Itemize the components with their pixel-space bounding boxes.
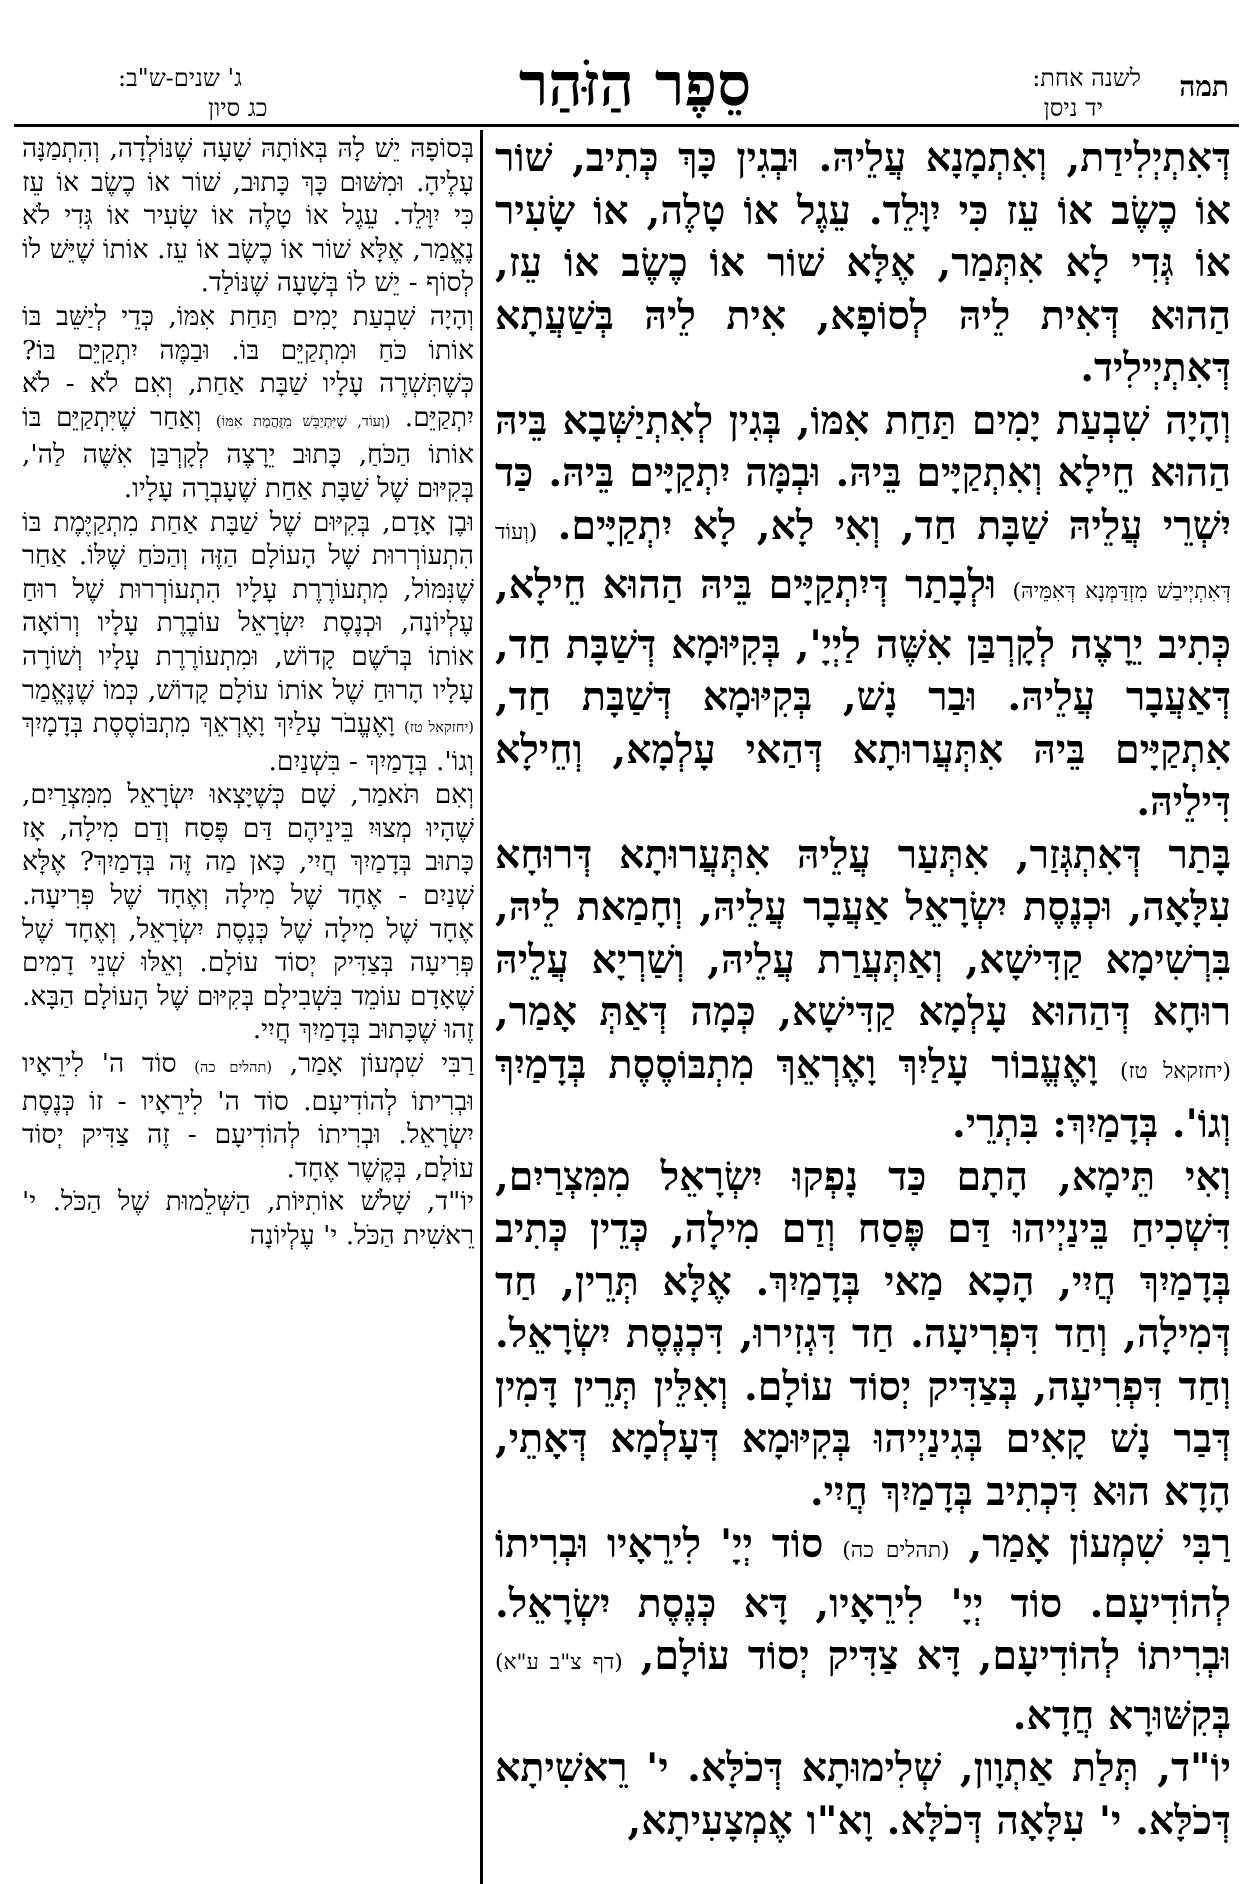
verse-reference: (תהלים כה) (194, 1059, 273, 1077)
hebrew-text: רַבִּי שִׁמְעוֹן אָמַר, (289, 1048, 474, 1080)
aramaic-inline-note: (וְעוֹד דְּאִתְיְיבַשׁ מִזְדַּמְּנָא דְּאִמֵּיהּ) (495, 519, 1231, 604)
hebrew-paragraph: בְּסוֹפָהּ יֵשׁ לָהּ בְּאוֹתָהּ שָׁעָה שֶׁנּוֹלְדָה, וְהִתְמַנָּה עָלֶיהָ. וּמִשּׁוּם כָּךְ כָּתוּב, שׁוֹר אוֹ כֶשֶׂב אוֹ עֵז כִּי יִוָּלֵד. עֵגֶל אוֹ טָלֶה אוֹ שָׂעִיר אוֹ גְּדִי לֹא נֶאֱמַר, אֶלָּא שׁוֹר אוֹ כֶשֶׂב אוֹ עֵז. אוֹתוֹ שֶׁיֵּשׁ לוֹ לְסוֹף - יֵשׁ לוֹ בְּשָׁעָה שֶׁנּוֹלַד. (22, 133, 474, 299)
verse-reference: (תהלים כה) (842, 1538, 950, 1563)
hebrew-text: וּבֶן אָדָם, בְּקִיּוּם שֶׁל שַׁבָּת אַחַת מִתְקַיֶּמֶת בּוֹ הִתְעוֹרְרוּת שֶׁל הָעוֹלָם הַזֶּה וְהַכֹּחַ שֶׁלּוֹ. אַחַר שֶׁנִּמּוֹל, מִתְעוֹרֶרֶת עָלָיו הִתְעוֹרְרוּת שֶׁל רוּחַ עֶלְיוֹנָה, וּכְנֶסֶת יִשְׂרָאֵל עוֹבֶרֶת עָלָיו וְרוֹאָה אוֹתוֹ בְּרֹשֶׁם קָדוֹשׁ, וּמִתְעוֹרֶרֶת עָלָיו וְשׁוֹרָה עָלָיו הָרוּחַ שֶׁל אוֹתוֹ עוֹלָם קָדוֹשׁ, כְּמוֹ שֶׁנֶּאֱמַר (22, 506, 474, 706)
aramaic-paragraph: דְּאִתְיְלִידַת, וְאִתְמָנָא עֲלֵיהּ. וּבְגִין כָּךְ כְּתִיב, שׁוֹר אוֹ כֶשֶׂב אוֹ עֵז כִּי יִוָּלֵד. עֵגֶל אוֹ טָלֶה, אוֹ שָׂעִיר אוֹ גְּדִי לָא אִתְּמַר, אֶלָּא שׁוֹר אוֹ כֶשֶׂב אוֹ עֵז, הַהוּא דְּאִית לֵיהּ לְסוֹפָא, אִית לֵיהּ בְּשַׁעֲתָא דְּאִתְיְילִיד. (495, 135, 1231, 391)
column-divider (480, 130, 483, 1884)
yearly-schedule-date: יד ניסן (1043, 94, 1103, 122)
hebrew-paragraph: יוֹ"ד, שָׁלֹשׁ אוֹתִיּוֹת, הַשְּׁלֵמוּת שֶׁל הַכֹּל. י' רֵאשִׁית הַכֹּל. י' עֶלְיוֹנָה (22, 1186, 474, 1251)
aramaic-text-column (495, 132, 1231, 1884)
verse-reference: (יחזקאל טז) (1120, 1058, 1231, 1084)
aramaic-text: בָּתַר דְּאִתְגְּזַר, אִתְּעַר עֲלֵיהּ אִתְּעֲרוּתָא דְּרוּחָא עִלָּאָה, וּכְנֶסֶת יִשְׂרָאֵל אַעֲבָר עֲלֵיהּ, וְחָמַאת לֵיהּ, בִּרְשִׁימָא קַדִּישָׁא, וְאַתְּעֲרַת עֲלֵיהּ, וְשַׁרְיָא עֲלֵיהּ רוּחָא דְּהַהוּא עָלְמָא קַדִּישָׁא, כְּמָה דְּאַתְּ אָמַר, (495, 831, 1231, 1035)
hebrew-text: וָאֶעֱבֹר עָלַיִךְ וָאֶרְאֵךְ מִתְבּוֹסֶסֶת בְּדָמָיִךְ וְגוֹ'. בְּדָמַיִךְ - בִּשְׁנַיִם. (22, 708, 474, 777)
triennial-schedule-label: ג' שנים-ש"ב: (118, 64, 243, 92)
verse-reference: (יחזקאל טז) (404, 719, 474, 737)
hebrew-inline-note: (וְעוֹד, שֶׁיִּתְיַבֵּשׁ מִזֻּהֲמַת אִמּוֹ) (215, 412, 391, 430)
hebrew-text: וְאַחַר שֶׁיִּתְקַיֵּם בּוֹ אוֹתוֹ הַכֹּחַ, כָּתוּב יֵרָצֶה לְקָרְבַּן אִשֶּׁה לַה', בְּקִיּוּם שֶׁל שַׁבָּת אַחַת שֶׁעָבְרָה עָלָיו. (22, 401, 474, 504)
aramaic-text: בְּקִשּׁוּרָא חֲדָא. (1012, 1692, 1231, 1739)
hebrew-translation-column (22, 132, 474, 1884)
aramaic-text: וּלְבָתַר דְּיִתְקַיָּים בֵּיהּ הַהוּא חֵילָא, כְּתִיב יֵרָצֶה לְקָרְבַּן אִשֶּׁה לַיְיָ', בְּקִיּוּמָא דְּשַׁבָּת חַד, דְּאַעֲבָר עֲלֵיהּ. וּבַר נָשׁ, בְּקִיּוּמָא דְּשַׁבָּת חַד, אִתְקַיָּים בֵּיהּ אִתְּעֲרוּתָא דְּהַאי עָלְמָא, וְחֵילָא דִּילֵיהּ. (495, 562, 1231, 825)
triennial-schedule-date: כג סיון (208, 94, 268, 122)
page-number: תמה (1179, 70, 1229, 103)
hebrew-paragraph (22, 300, 474, 506)
aramaic-text: וְהָיָה שִׁבְעַת יָמִים תַּחַת אִמּוֹ, בְּגִין לְאִתְיַשְּׁבָא בֵּיהּ הַהוּא חֵילָא וְאִתְקַיָּים בֵּיהּ. וּבְמָּה יִתְקַיָּים בֵּיהּ. כַּד יִשְׁרֵי עֲלֵיהּ שַׁבָּת חַד, וְאִי לָא, לָא יִתְקַיָּים. (495, 397, 1231, 549)
folio-reference: (דף צ"ב ע"א) (495, 1650, 623, 1675)
header-divider (14, 124, 1239, 127)
yearly-schedule-label: לשנה אחת: (1032, 64, 1141, 92)
hebrew-paragraph (22, 1047, 474, 1185)
hebrew-text: סוֹד ה' לִירֵאָיו וּבְרִיתוֹ לְהוֹדִיעָם. סוֹד ה' לִירֵאָיו - זוֹ כְּנֶסֶת יִשְׂרָאֵל. וּבְרִיתוֹ לְהוֹדִיעָם - זֶה צַדִּיק יְסוֹד עוֹלָם, בְּקֶשֶׁר אֶחָד. (22, 1048, 474, 1184)
aramaic-text: סוֹד יְיָ' לִירֵאָיו וּבְרִיתוֹ לְהוֹדִיעָם. סוֹד יְיָ' לִירֵאָיו, דָּא כְּנֶסֶת יִשְׂרָאֵל. וּבְרִיתוֹ לְהוֹדִיעָם, דָּא צַדִּיק יְסוֹד עוֹלָם, (495, 1521, 1231, 1679)
hebrew-text: וְהָיָה שִׁבְעַת יָמִים תַּחַת אִמּוֹ, כְּדֵי לְיַשֵּׁב בּוֹ אוֹתוֹ כֹּחַ וּמִתְקַיֵּם בּוֹ. וּבַמֶּה יִתְקַיֵּם בּוֹ? כְּשֶׁתִּשְׁרֶה עָלָיו שַׁבָּת אַחַת, וְאִם לֹא - לֹא יִתְקַיֵּם. (22, 300, 474, 433)
hebrew-paragraph: וְאִם תֹּאמַר, שָׁם כְּשֶׁיָּצְאוּ יִשְׂרָאֵל מִמִּצְרַיִם, שֶׁהָיוּ מְצוּיִ בֵּינֵיהֶם דַּם פֶּסַח וְדַם מִילָה, אָז כָּתוּב בְּדָמַיִךְ חֲיִי, כָּאן מַה זֶּה בְּדָמַיִךְ? אֶלָּא שְׁנַיִם - אֶחָד שֶׁל מִילָה וְאֶחָד שֶׁל פְּרִיעָה. אֶחָד שֶׁל מִילָה שֶׁל כְּנֶסֶת יִשְׂרָאֵל, וְאֶחָד שֶׁל פְּרִיעָה בְּצַדִּיק יְסוֹד עוֹלָם. וְאֵלּוּ שְׁנֵי דָמִים שֶׁאָדָם עוֹמֵד בִּשְׁבִילָם בְּקִיּוּם שֶׁל הָעוֹלָם הַבָּא. זֶהוּ שֶׁכָּתוּב בְּדָמַיִךְ חֲיִי. (22, 779, 474, 1046)
aramaic-paragraph: יוֹ"ד, תְּלַת אַתְוָון, שְׁלִימוּתָא דְּכֹלָּא. י' רֵאשִׁיתָא דְּכֹלָּא. י' עִלָּאָה דְּכֹלָּא. וָא"ו אֶמְצָעִיתָא, (495, 1745, 1231, 1844)
aramaic-text: וָאֶעֱבוֹר עָלַיִךְ וָאֶרְאֵךְ מִתְבּוֹסֶסֶת בְּדָמַיִךְ וְגוֹ'. בְּדָמַיִךְ: בִּתְרֵי. (495, 1041, 1231, 1147)
aramaic-paragraph: וְאִי תֵּימָא, הָתָם כַּד נָפְקוּ יִשְׂרָאֵל מִמִּצְרַיִם, דִּשְׁכִיחַ בֵּינַיְיהוּ דַּם פֶּסַח וְדַם מִילָה, כְּדֵין כְּתִיב בְּדָמַיִךְ חֲיִי, הָכָא מַאי בְּדָמַיִךְ. אֶלָּא תְּרֵין, חַד דְּמִילָה, וְחַד דִּפְרִיעָה. חַד דִּגְזִירוּ, דִּכְנֶסֶת יִשְׂרָאֵל. וְחַד דִּפְרִיעָה, בְּצַדִּיק יְסוֹד עוֹלָם. וְאִלֵּין תְּרֵין דָּמִין דְּבַר נָשׁ קָאִים בְּגִינַיְיהוּ בְּקִיּוּמָא דְּעָלְמָא דְּאָתֵי, הָדָא הוּא דִּכְתִיב בְּדָמַיִךְ חֲיִי. (495, 1153, 1231, 1515)
book-title: סֵפֶר הַזֹּהַר (518, 50, 752, 120)
hebrew-paragraph (22, 506, 474, 779)
aramaic-paragraph (495, 1518, 1231, 1742)
aramaic-text: רַבִּי שִׁמְעוֹן אָמַר, (968, 1521, 1231, 1567)
page-header (0, 0, 1253, 120)
aramaic-paragraph (495, 829, 1231, 1151)
aramaic-paragraph (495, 395, 1231, 829)
